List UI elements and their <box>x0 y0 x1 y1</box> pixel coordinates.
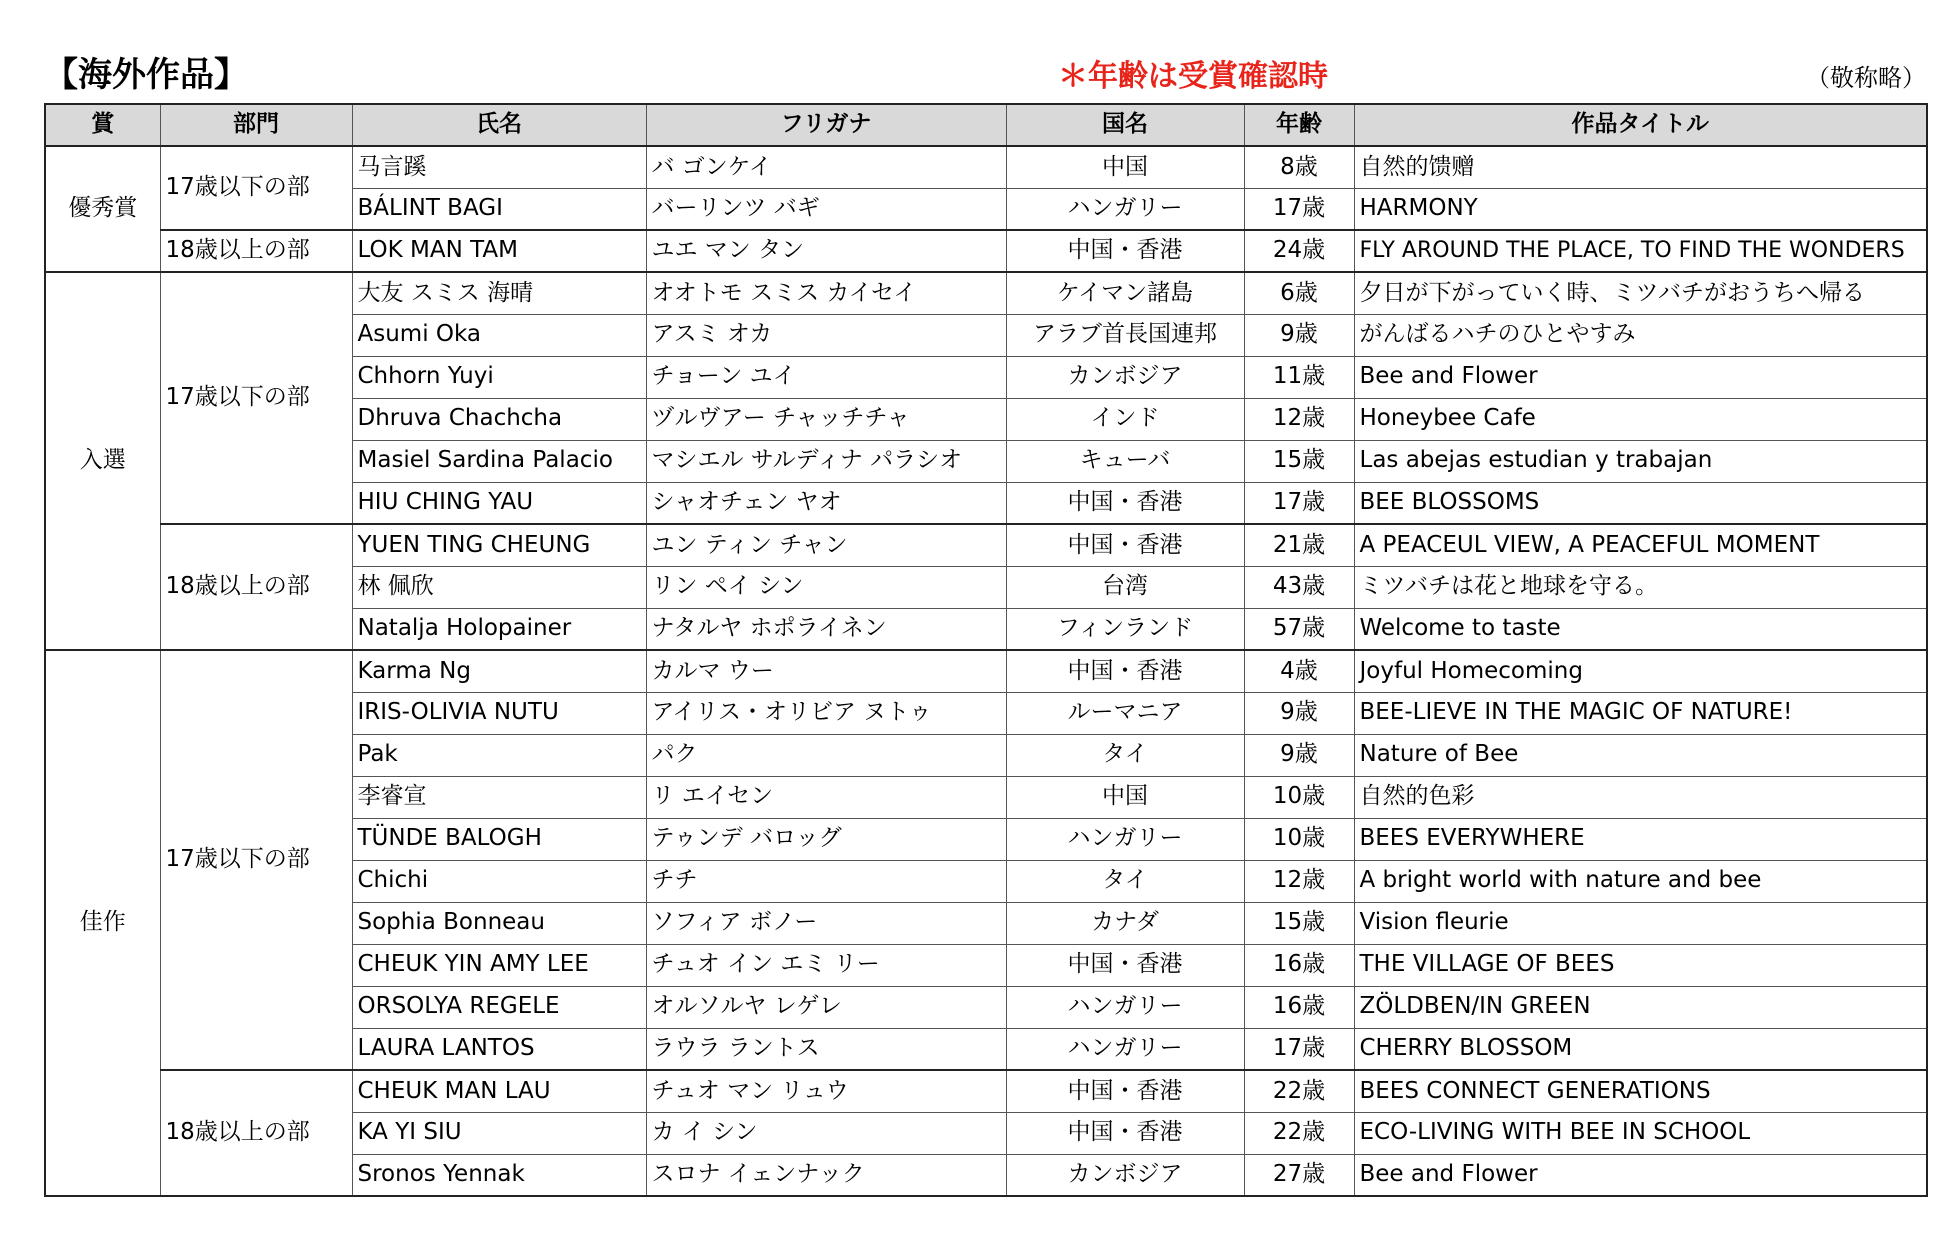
name-cell: CHEUK YIN AMY LEE <box>352 944 646 986</box>
award-cell: 佳作 <box>45 650 160 1196</box>
name-cell: Chichi <box>352 860 646 902</box>
kana-cell: カ イ シン <box>646 1112 1006 1154</box>
title-cell: THE VILLAGE OF BEES <box>1354 944 1927 986</box>
table-header-row <box>45 104 1927 146</box>
age-cell: 17歳 <box>1244 188 1354 230</box>
name-cell: IRIS-OLIVIA NUTU <box>352 692 646 734</box>
name-cell: KA YI SIU <box>352 1112 646 1154</box>
division-cell: 17歳以下の部 <box>160 650 352 1070</box>
title-cell: Bee and Flower <box>1354 1154 1927 1196</box>
name-cell: BÁLINT BAGI <box>352 188 646 230</box>
title-cell: Bee and Flower <box>1354 356 1927 398</box>
age-cell: 16歳 <box>1244 986 1354 1028</box>
age-cell: 22歳 <box>1244 1112 1354 1154</box>
country-cell: カナダ <box>1006 902 1244 944</box>
country-cell: 中国・香港 <box>1006 1070 1244 1112</box>
title-cell: BEE BLOSSOMS <box>1354 482 1927 524</box>
kana-cell: スロナ イェンナック <box>646 1154 1006 1196</box>
awards-table <box>44 103 1928 1197</box>
name-cell: 马言蹊 <box>352 146 646 188</box>
kana-cell: ヅルヴアー チャッチチャ <box>646 398 1006 440</box>
age-cell: 10歳 <box>1244 776 1354 818</box>
honorific-note: （敬称略） <box>1806 64 1926 92</box>
name-cell: Masiel Sardina Palacio <box>352 440 646 482</box>
country-cell: アラブ首長国連邦 <box>1006 314 1244 356</box>
table-row <box>45 650 1927 692</box>
name-cell: LAURA LANTOS <box>352 1028 646 1070</box>
table-row <box>45 524 1927 566</box>
page-title: 【海外作品】 <box>44 55 248 95</box>
title-cell: CHERRY BLOSSOM <box>1354 1028 1927 1070</box>
name-cell: TÜNDE BALOGH <box>352 818 646 860</box>
title-cell: Joyful Homecoming <box>1354 650 1927 692</box>
country-cell: 中国・香港 <box>1006 944 1244 986</box>
name-cell: Sophia Bonneau <box>352 902 646 944</box>
age-cell: 4歳 <box>1244 650 1354 692</box>
kana-cell: チョーン ユイ <box>646 356 1006 398</box>
country-cell: ハンガリー <box>1006 188 1244 230</box>
table-row <box>45 272 1927 314</box>
kana-cell: カルマ ウー <box>646 650 1006 692</box>
name-cell: Natalja Holopainer <box>352 608 646 650</box>
country-cell: 中国・香港 <box>1006 650 1244 692</box>
column-header: 作品タイトル <box>1354 104 1927 146</box>
division-cell: 18歳以上の部 <box>160 1070 352 1196</box>
column-header: 年齢 <box>1244 104 1354 146</box>
kana-cell: リ エイセン <box>646 776 1006 818</box>
country-cell: タイ <box>1006 734 1244 776</box>
award-cell: 優秀賞 <box>45 146 160 272</box>
title-cell: Honeybee Cafe <box>1354 398 1927 440</box>
country-cell: 中国 <box>1006 146 1244 188</box>
title-cell: Las abejas estudian y trabajan <box>1354 440 1927 482</box>
table-row <box>45 1070 1927 1112</box>
age-cell: 17歳 <box>1244 1028 1354 1070</box>
age-cell: 16歳 <box>1244 944 1354 986</box>
country-cell: キューバ <box>1006 440 1244 482</box>
title-cell: Vision fleurie <box>1354 902 1927 944</box>
country-cell: 中国・香港 <box>1006 230 1244 272</box>
kana-cell: ラウラ ラントス <box>646 1028 1006 1070</box>
kana-cell: チチ <box>646 860 1006 902</box>
country-cell: フィンランド <box>1006 608 1244 650</box>
age-cell: 57歳 <box>1244 608 1354 650</box>
country-cell: カンボジア <box>1006 1154 1244 1196</box>
kana-cell: ユエ マン タン <box>646 230 1006 272</box>
kana-cell: チュオ イン エミ リー <box>646 944 1006 986</box>
title-cell: 夕日が下がっていく時、ミツバチがおうちへ帰る <box>1354 272 1927 314</box>
name-cell: Karma Ng <box>352 650 646 692</box>
age-cell: 15歳 <box>1244 902 1354 944</box>
column-header: 部門 <box>160 104 352 146</box>
division-cell: 18歳以上の部 <box>160 524 352 650</box>
column-header: 国名 <box>1006 104 1244 146</box>
age-cell: 10歳 <box>1244 818 1354 860</box>
column-header: 氏名 <box>352 104 646 146</box>
name-cell: Dhruva Chachcha <box>352 398 646 440</box>
country-cell: 台湾 <box>1006 566 1244 608</box>
name-cell: Pak <box>352 734 646 776</box>
country-cell: 中国・香港 <box>1006 1112 1244 1154</box>
title-cell: A bright world with nature and bee <box>1354 860 1927 902</box>
title-cell: BEE-LIEVE IN THE MAGIC OF NATURE! <box>1354 692 1927 734</box>
division-cell: 17歳以下の部 <box>160 272 352 524</box>
title-cell: Welcome to taste <box>1354 608 1927 650</box>
name-cell: 李睿宣 <box>352 776 646 818</box>
kana-cell: テゥンデ バロッグ <box>646 818 1006 860</box>
age-cell: 8歳 <box>1244 146 1354 188</box>
name-cell: Chhorn Yuyi <box>352 356 646 398</box>
age-cell: 21歳 <box>1244 524 1354 566</box>
title-cell: 自然的馈赠 <box>1354 146 1927 188</box>
title-cell: ECO-LIVING WITH BEE IN SCHOOL <box>1354 1112 1927 1154</box>
country-cell: ハンガリー <box>1006 986 1244 1028</box>
age-cell: 43歳 <box>1244 566 1354 608</box>
title-cell: BEES EVERYWHERE <box>1354 818 1927 860</box>
kana-cell: アイリス・オリビア ヌトゥ <box>646 692 1006 734</box>
name-cell: YUEN TING CHEUNG <box>352 524 646 566</box>
table-row <box>45 146 1927 188</box>
name-cell: 林 佩欣 <box>352 566 646 608</box>
age-cell: 11歳 <box>1244 356 1354 398</box>
name-cell: Asumi Oka <box>352 314 646 356</box>
name-cell: ORSOLYA REGELE <box>352 986 646 1028</box>
age-cell: 24歳 <box>1244 230 1354 272</box>
column-header: フリガナ <box>646 104 1006 146</box>
kana-cell: ユン ティン チャン <box>646 524 1006 566</box>
age-cell: 15歳 <box>1244 440 1354 482</box>
title-cell: A PEACEUL VIEW, A PEACEFUL MOMENT <box>1354 524 1927 566</box>
title-cell: 自然的色彩 <box>1354 776 1927 818</box>
kana-cell: チュオ マン リュウ <box>646 1070 1006 1112</box>
age-cell: 6歳 <box>1244 272 1354 314</box>
table-row <box>45 230 1927 272</box>
country-cell: 中国・香港 <box>1006 482 1244 524</box>
kana-cell: アスミ オカ <box>646 314 1006 356</box>
title-cell: Nature of Bee <box>1354 734 1927 776</box>
name-cell: Sronos Yennak <box>352 1154 646 1196</box>
name-cell: HIU CHING YAU <box>352 482 646 524</box>
kana-cell: バーリンツ バギ <box>646 188 1006 230</box>
country-cell: ケイマン諸島 <box>1006 272 1244 314</box>
age-cell: 17歳 <box>1244 482 1354 524</box>
kana-cell: マシエル サルディナ パラシオ <box>646 440 1006 482</box>
kana-cell: リン ペイ シン <box>646 566 1006 608</box>
award-cell: 入選 <box>45 272 160 650</box>
country-cell: インド <box>1006 398 1244 440</box>
name-cell: LOK MAN TAM <box>352 230 646 272</box>
division-cell: 17歳以下の部 <box>160 146 352 230</box>
kana-cell: パク <box>646 734 1006 776</box>
country-cell: カンボジア <box>1006 356 1244 398</box>
country-cell: ハンガリー <box>1006 818 1244 860</box>
kana-cell: ナタルヤ ホポライネン <box>646 608 1006 650</box>
kana-cell: ソフィア ボノー <box>646 902 1006 944</box>
name-cell: CHEUK MAN LAU <box>352 1070 646 1112</box>
kana-cell: オルソルヤ レゲレ <box>646 986 1006 1028</box>
table-body <box>45 146 1927 1196</box>
age-cell: 9歳 <box>1244 734 1354 776</box>
name-cell: 大友 スミス 海晴 <box>352 272 646 314</box>
title-cell: ミツバチは花と地球を守る。 <box>1354 566 1927 608</box>
country-cell: 中国 <box>1006 776 1244 818</box>
title-cell: HARMONY <box>1354 188 1927 230</box>
title-cell: がんばるハチのひとやすみ <box>1354 314 1927 356</box>
age-cell: 12歳 <box>1244 860 1354 902</box>
kana-cell: シャオチェン ヤオ <box>646 482 1006 524</box>
country-cell: 中国・香港 <box>1006 524 1244 566</box>
country-cell: タイ <box>1006 860 1244 902</box>
age-cell: 22歳 <box>1244 1070 1354 1112</box>
age-cell: 12歳 <box>1244 398 1354 440</box>
title-cell: BEES CONNECT GENERATIONS <box>1354 1070 1927 1112</box>
division-cell: 18歳以上の部 <box>160 230 352 272</box>
age-cell: 9歳 <box>1244 314 1354 356</box>
country-cell: ハンガリー <box>1006 1028 1244 1070</box>
age-cell: 9歳 <box>1244 692 1354 734</box>
age-note: ＊年齢は受賞確認時 <box>1058 59 1328 94</box>
country-cell: ルーマニア <box>1006 692 1244 734</box>
kana-cell: オオトモ スミス カイセイ <box>646 272 1006 314</box>
column-header: 賞 <box>45 104 160 146</box>
kana-cell: バ ゴンケイ <box>646 146 1006 188</box>
age-cell: 27歳 <box>1244 1154 1354 1196</box>
title-cell: ZÖLDBEN/IN GREEN <box>1354 986 1927 1028</box>
title-cell: FLY AROUND THE PLACE, TO FIND THE WONDERS <box>1354 230 1927 272</box>
